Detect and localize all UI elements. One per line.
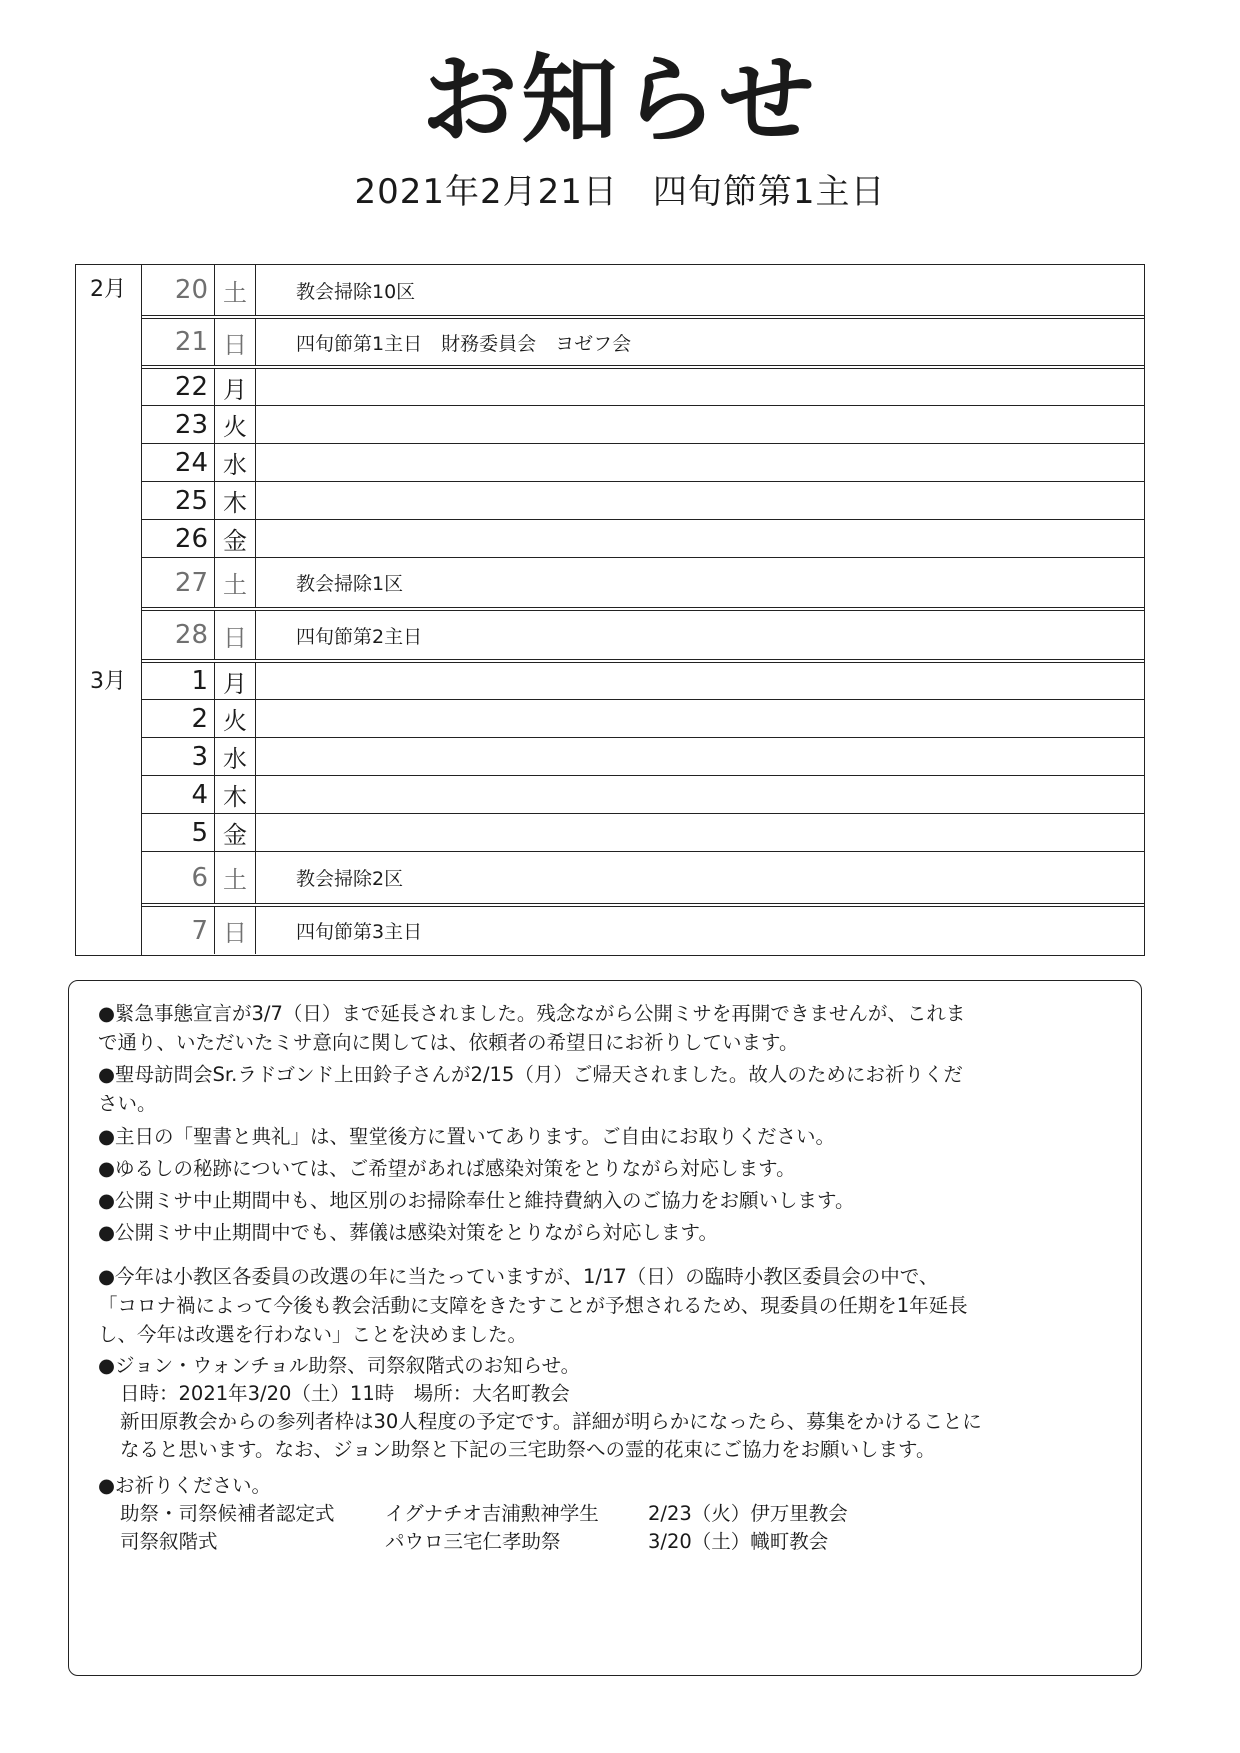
weekday: 木: [215, 482, 256, 519]
day-number: 3: [142, 738, 215, 775]
calendar-row: [142, 443, 1144, 481]
event-text: 教会掃除2区: [296, 868, 404, 890]
day-number: 28: [142, 611, 215, 659]
day-number: 6: [142, 852, 215, 903]
day-number: 5: [142, 814, 215, 851]
calendar-row: [142, 775, 1144, 813]
calendar-row: [142, 365, 1144, 405]
calendar-row: [142, 737, 1144, 775]
notice-line: ●公開ミサ中止期間中も、地区別のお掃除奉仕と維持費納入のご協力をお願いします。: [98, 1189, 855, 1212]
ceremony-date-place: 3/20（土）幟町教会: [648, 1530, 829, 1553]
day-number: 1: [142, 663, 215, 699]
notice-line: 日時：2021年3/20（土）11時 場所：大名町教会: [120, 1382, 570, 1405]
notice-line: し、今年は改選を行わない」ことを決めました。: [98, 1323, 528, 1346]
weekday: 火: [215, 700, 256, 737]
day-number: 27: [142, 558, 215, 607]
calendar-row: [142, 315, 1144, 365]
event-text: [256, 369, 1144, 405]
notice-line: ●緊急事態宣言が3/7（日）まで延長されました。残念ながら公開ミサを再開できませんが、これま: [98, 1002, 966, 1025]
event-text: [256, 700, 1144, 737]
notice-line: ●今年は小教区各委員の改選の年に当たっていますが、1/17（日）の臨時小教区委員会の中で、: [98, 1265, 939, 1288]
day-number: 22: [142, 369, 215, 405]
event-text: [256, 776, 1144, 813]
notice-line: ●お祈りください。: [98, 1474, 272, 1497]
day-number: 4: [142, 776, 215, 813]
weekday: 火: [215, 406, 256, 443]
weekday: 土: [215, 265, 256, 315]
notice-line: ●ジョン・ウォンチョル助祭、司祭叙階式のお知らせ。: [98, 1354, 581, 1377]
weekday: 月: [215, 663, 256, 699]
weekday: 日: [215, 319, 256, 365]
event-text: 教会掃除10区: [296, 280, 416, 303]
day-number: 23: [142, 406, 215, 443]
weekday: 水: [215, 444, 256, 481]
ceremony-person: イグナチオ吉浦勲神学生: [385, 1502, 599, 1525]
ceremony-date-place: 2/23（火）伊万里教会: [648, 1502, 848, 1525]
event-text: 四旬節第3主日: [296, 921, 423, 943]
weekday: 日: [215, 907, 256, 954]
notice-line: ●主日の「聖書と典礼」は、聖堂後方に置いてあります。ご自由にお取りください。: [98, 1125, 835, 1148]
weekday: 日: [215, 611, 256, 659]
ceremony-person: パウロ三宅仁孝助祭: [385, 1530, 561, 1553]
weekday: 月: [215, 369, 256, 405]
day-number: 20: [142, 265, 215, 315]
notice-line: ●公開ミサ中止期間中でも、葬儀は感染対策をとりながら対応します。: [98, 1221, 718, 1244]
day-number: 24: [142, 444, 215, 481]
day-number: 7: [142, 907, 215, 954]
calendar-row: [142, 405, 1144, 443]
event-text: 四旬節第1主日 財務委員会 ヨゼフ会: [296, 332, 632, 355]
event-text: [256, 444, 1144, 481]
weekday: 木: [215, 776, 256, 813]
calendar-row: [142, 699, 1144, 737]
calendar-row: [142, 607, 1144, 659]
weekday: 水: [215, 738, 256, 775]
calendar-row: [142, 903, 1144, 954]
weekday: 土: [215, 852, 256, 903]
event-text: 四旬節第2主日: [296, 625, 423, 648]
calendar-row: [142, 659, 1144, 699]
day-number: 25: [142, 482, 215, 519]
calendar-row: [142, 519, 1144, 557]
notice-line: なると思います。なお、ジョン助祭と下記の三宅助祭への霊的花束にご協力をお願いします。: [120, 1438, 936, 1461]
schedule-calendar: [75, 264, 1145, 956]
event-text: [256, 738, 1144, 775]
event-text: [256, 520, 1144, 557]
weekday: 金: [215, 814, 256, 851]
notice-line: ●聖母訪問会Sr.ラドゴンド上田鈴子さんが2/15（月）ご帰天されました。故人のためにお祈りくだ: [98, 1063, 963, 1086]
page-subtitle: 2021年2月21日 四旬節第1主日: [354, 172, 886, 212]
month-label-feb: 2月: [90, 277, 126, 302]
event-text: [256, 406, 1144, 443]
calendar-row: [142, 481, 1144, 519]
notice-line: さい。: [98, 1092, 157, 1115]
ceremony-name: 司祭叙階式: [120, 1530, 218, 1553]
notice-line: 「コロナ禍によって今後も教会活動に支障をきたすことが予想されるため、現委員の任期を1年延長: [98, 1294, 968, 1317]
month-label-mar: 3月: [90, 669, 126, 694]
ceremony-name: 助祭・司祭候補者認定式: [120, 1502, 335, 1525]
day-number: 2: [142, 700, 215, 737]
calendar-row: [142, 813, 1144, 851]
event-text: [256, 814, 1144, 851]
weekday: 金: [215, 520, 256, 557]
notice-line: 新田原教会からの参列者枠は30人程度の予定です。詳細が明らかになったら、募集をかけることに: [120, 1410, 982, 1433]
calendar-row: [142, 265, 1144, 315]
calendar-row: [142, 851, 1144, 903]
month-column: [76, 265, 142, 955]
notice-line: ●ゆるしの秘跡については、ご希望があれば感染対策をとりながら対応します。: [98, 1157, 796, 1180]
day-number: 26: [142, 520, 215, 557]
event-text: [256, 663, 1144, 699]
day-number: 21: [142, 319, 215, 365]
calendar-row: [142, 557, 1144, 607]
page-title: お知らせ: [421, 44, 819, 156]
notice-line: で通り、いただいたミサ意向に関しては、依頼者の希望日にお祈りしています。: [98, 1031, 799, 1054]
event-text: [256, 482, 1144, 519]
weekday: 土: [215, 558, 256, 607]
event-text: 教会掃除1区: [296, 573, 404, 595]
